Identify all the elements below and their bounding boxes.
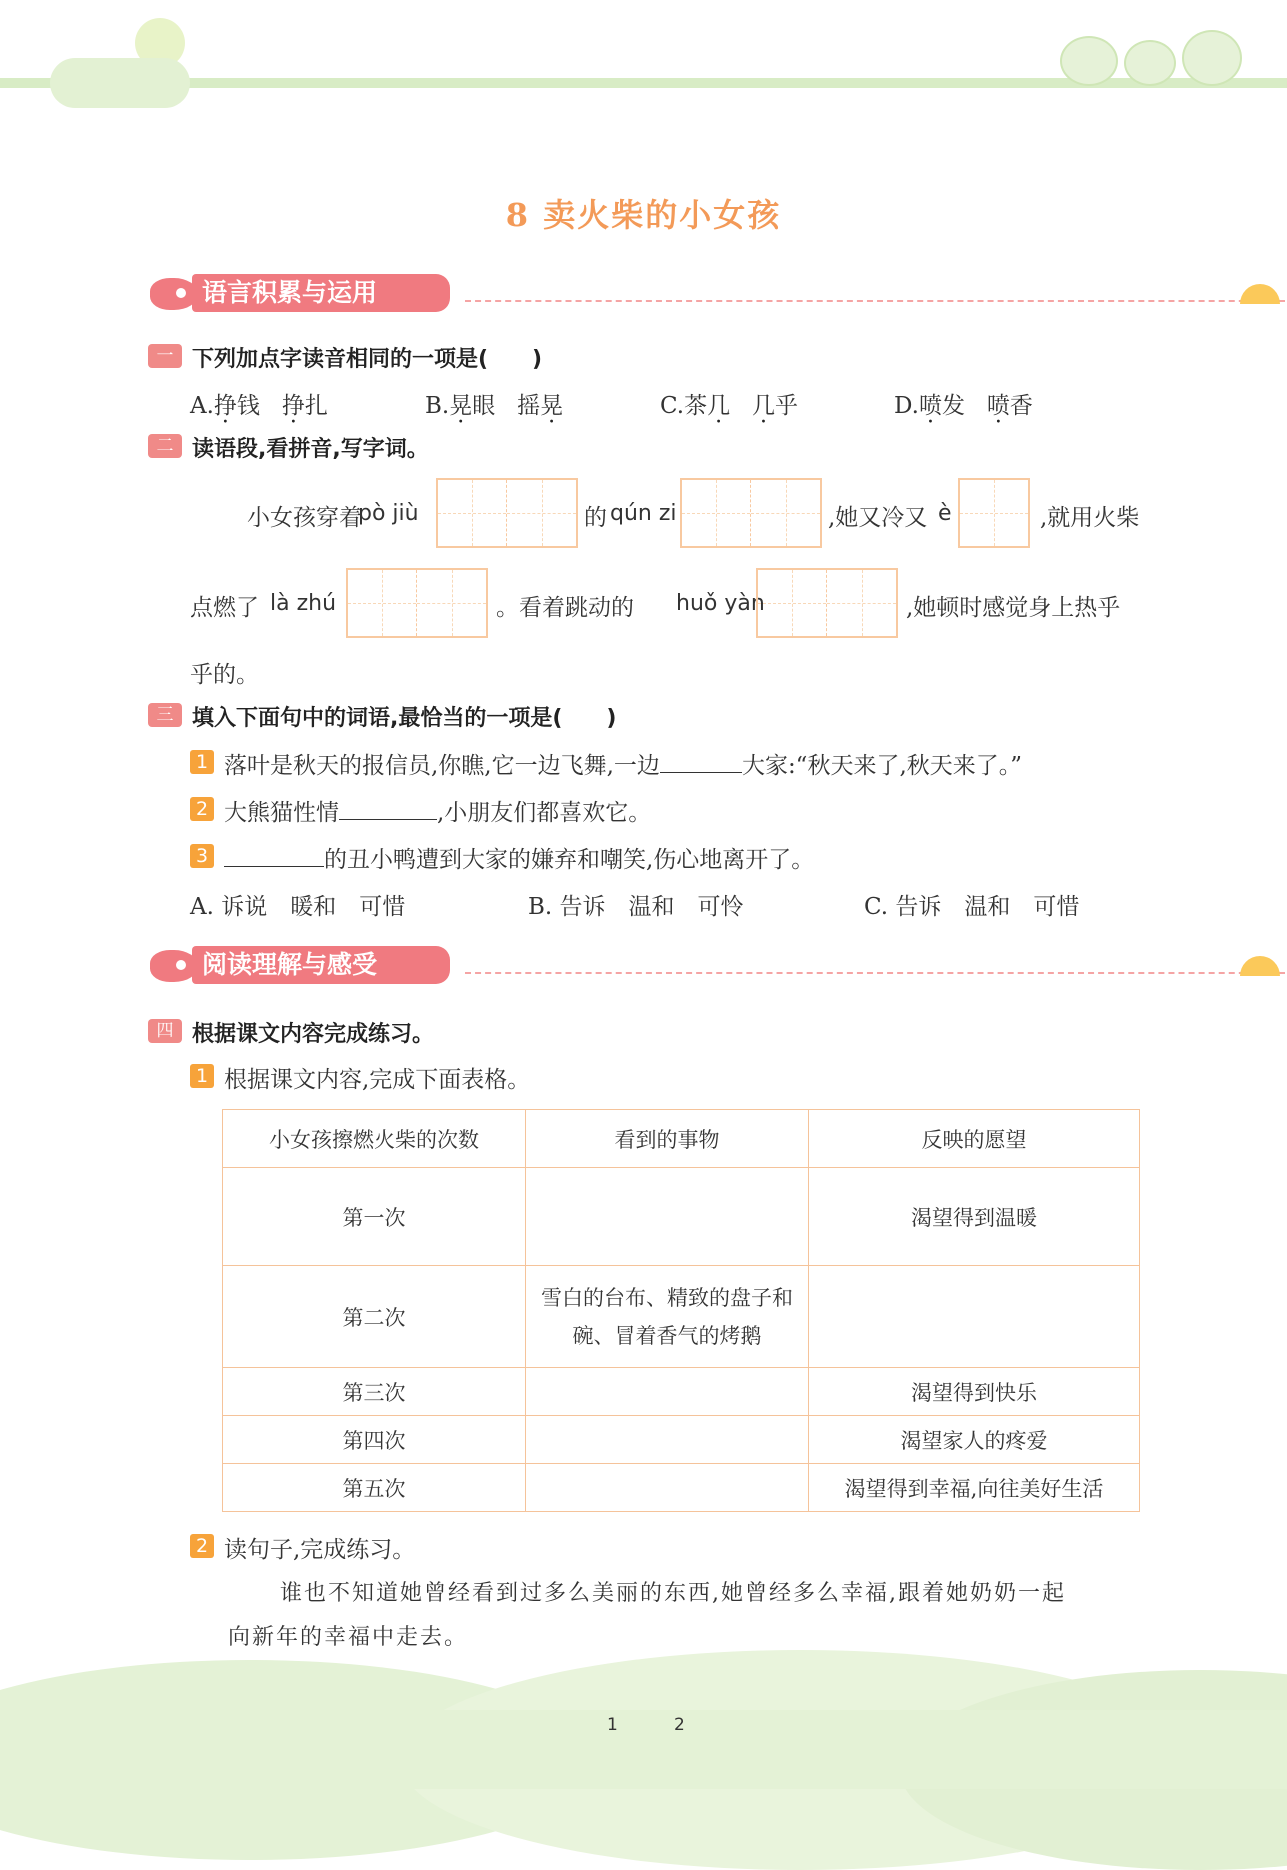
- table-cell: 渴望得到快乐: [809, 1368, 1140, 1416]
- q4-sub2-text: 读句子,完成练习。: [224, 1537, 416, 1563]
- q2-text-8: 乎的。: [190, 662, 259, 688]
- q2-text-4: ,就用火柴: [1040, 505, 1140, 531]
- sub-badge-1: 1: [190, 750, 214, 774]
- q2-text-2: 的: [584, 505, 607, 531]
- q1-option-c[interactable]: C.茶几 几乎: [660, 393, 799, 419]
- sub-badge-2: 2: [190, 797, 214, 821]
- q2-text-3: ,她又冷又: [828, 505, 928, 531]
- char-grid-3[interactable]: [958, 478, 1030, 548]
- table-row: [223, 1266, 1140, 1368]
- table-row: [223, 1416, 1140, 1464]
- table-cell: 第一次: [223, 1168, 526, 1266]
- section-banner-1: [130, 274, 1287, 314]
- answer-cell[interactable]: [526, 1416, 809, 1464]
- table-header: 看到的事物: [526, 1110, 809, 1168]
- pinyin-5: huǒ yàn: [676, 591, 765, 616]
- question-text: 根据课文内容完成练习。: [192, 1022, 435, 1047]
- answer-cell[interactable]: [526, 1464, 809, 1512]
- table-cell: 渴望家人的疼爱: [809, 1416, 1140, 1464]
- answer-cell[interactable]: [526, 1168, 809, 1266]
- question-number: 一: [148, 344, 182, 368]
- question-number: 二: [148, 434, 182, 458]
- table-row: [223, 1168, 1140, 1266]
- q1-option-d[interactable]: D.喷发 喷香: [894, 393, 1033, 419]
- option-word: 挣扎: [281, 393, 328, 419]
- page-title: 8 卖火柴的小女孩: [505, 196, 782, 234]
- question-4: [148, 1017, 1048, 1045]
- q1-option-b[interactable]: B.晃眼 摇晃: [425, 393, 564, 419]
- q3-item-1: 落叶是秋天的报信员,你瞧,它一边飞舞,一边 大家:“秋天来了,秋天来了。”: [224, 753, 1023, 779]
- char-grid-5[interactable]: [756, 568, 898, 638]
- table-header-row: [223, 1110, 1140, 1168]
- question-text: 填入下面句中的词语,最恰当的一项是( ): [192, 706, 617, 731]
- q3-item-2: 大熊猫性情 ,小朋友们都喜欢它。: [224, 800, 652, 826]
- banner-divider: [465, 972, 1285, 974]
- section-banner-2: [130, 946, 1287, 986]
- question-text: 下列加点字读音相同的一项是( ): [192, 347, 543, 372]
- q2-text-1: 小女孩穿着: [247, 505, 362, 531]
- table-cell: 渴望得到幸福,向往美好生活: [809, 1464, 1140, 1512]
- page-number-left: 1: [607, 1715, 618, 1735]
- cloud-sun-decoration: [40, 18, 190, 108]
- table-header: 小女孩擦燃火柴的次数: [223, 1110, 526, 1168]
- page-number-right: 2: [674, 1715, 685, 1735]
- answer-table: [222, 1109, 1140, 1512]
- passage-line-1: 谁也不知道她曾经看到过多么美丽的东西,她曾经多么幸福,跟着她奶奶一起: [280, 1581, 1066, 1606]
- q2-text-7: ,她顿时感觉身上热乎: [906, 595, 1121, 621]
- question-number: 四: [148, 1019, 182, 1043]
- table-header: 反映的愿望: [809, 1110, 1140, 1168]
- sub-badge-3: 3: [190, 844, 214, 868]
- hills-decoration: [0, 1640, 1287, 1789]
- option-word: 挣钱: [213, 393, 260, 419]
- char-grid-1[interactable]: [436, 478, 578, 548]
- q3-option-c[interactable]: C. 告诉 温和 可惜: [864, 894, 1080, 920]
- question-text: 读语段,看拼音,写字词。: [192, 437, 429, 462]
- answer-cell[interactable]: [526, 1368, 809, 1416]
- banner-divider: [465, 300, 1285, 302]
- answer-cell[interactable]: [809, 1266, 1140, 1368]
- table-cell: 第四次: [223, 1416, 526, 1464]
- q1-option-a[interactable]: A.挣钱 挣扎: [190, 393, 328, 419]
- section-title: 阅读理解与感受: [192, 946, 450, 984]
- q2-text-5: 点燃了: [190, 595, 259, 621]
- q3-item-3: 的丑小鸭遭到大家的嫌弃和嘲笑,伤心地离开了。: [224, 841, 814, 874]
- fish-eye-icon: [174, 958, 188, 972]
- pinyin-3: è: [938, 501, 952, 526]
- table-cell: 第五次: [223, 1464, 526, 1512]
- char-grid-4[interactable]: [346, 568, 488, 638]
- animal-faces-decoration: [1060, 30, 1250, 82]
- sub-badge-q4-2: 2: [190, 1534, 214, 1558]
- q2-text-6: 。看着跳动的: [496, 595, 634, 621]
- question-1: [148, 342, 1048, 370]
- table-cell: 渴望得到温暖: [809, 1168, 1140, 1266]
- question-2: [148, 432, 1048, 460]
- fish-eye-icon: [174, 286, 188, 300]
- sun-icon: [1240, 956, 1280, 976]
- table-row: [223, 1368, 1140, 1416]
- sun-icon: [1240, 284, 1280, 304]
- question-number: 三: [148, 703, 182, 727]
- section-title: 语言积累与运用: [192, 274, 450, 312]
- answer-blank[interactable]: [660, 752, 742, 773]
- q4-sub1-text: 根据课文内容,完成下面表格。: [224, 1067, 531, 1093]
- pinyin-2: qún zi: [610, 501, 677, 526]
- answer-blank[interactable]: [224, 846, 324, 867]
- table-cell: 雪白的台布、精致的盘子和 碗、冒着香气的烤鹅: [526, 1266, 809, 1368]
- question-3: [148, 701, 1048, 729]
- answer-blank[interactable]: [339, 799, 437, 820]
- pinyin-4: là zhú: [270, 591, 337, 616]
- table-cell: 第二次: [223, 1266, 526, 1368]
- q3-option-a[interactable]: A. 诉说 暖和 可惜: [190, 894, 406, 920]
- q3-option-b[interactable]: B. 告诉 温和 可怜: [528, 894, 744, 920]
- pinyin-1: pò jiù: [358, 501, 419, 526]
- table-cell: 第三次: [223, 1368, 526, 1416]
- passage-line-2: 向新年的幸福中走去。: [228, 1625, 469, 1650]
- char-grid-2[interactable]: [680, 478, 822, 548]
- table-row: [223, 1464, 1140, 1512]
- sub-badge-q4-1: 1: [190, 1064, 214, 1088]
